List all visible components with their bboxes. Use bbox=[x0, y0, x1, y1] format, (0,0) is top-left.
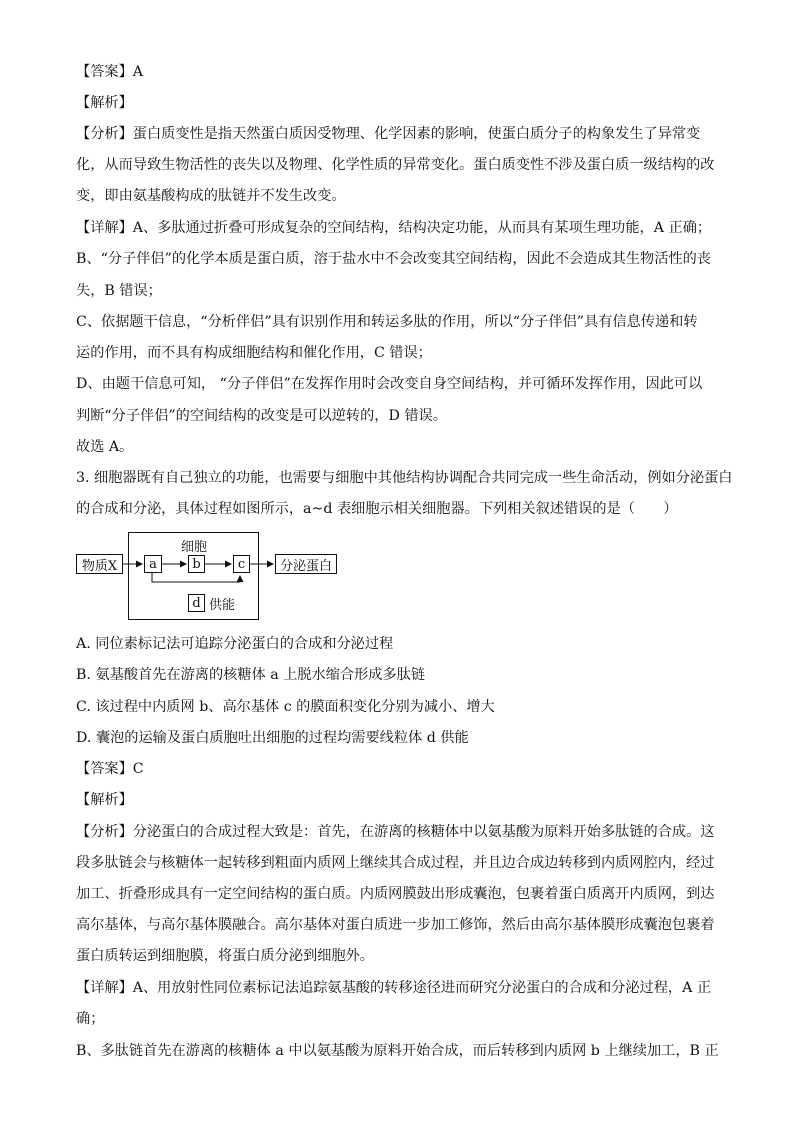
analysis-text-line: 【分析】分泌蛋白的合成过程大致是：首先，在游离的核糖体中以氨基酸为原料开始多肽链的合成。这 bbox=[76, 824, 715, 840]
detail-text-line: B、多肽链首先在游离的核糖体 a 中以氨基酸为原料开始合成，而后转移到内质网 b 上继续加工，B 正 bbox=[76, 1043, 719, 1059]
detail-text-line: 失，B 错误； bbox=[76, 283, 162, 299]
detail-text-line: C、依据题干信息，“分析伴侣”具有识别作用和转运多肽的作用，所以“分子伴侣”具有信息传递和转 bbox=[76, 314, 698, 330]
detail-text-line: 运的作用，而不具有构成细胞结构和催化作用，C 错误； bbox=[76, 345, 432, 361]
analysis-text-line: 段多肽链会与核糖体一起转移到粗面内质网上继续其合成过程，并且边合成边转移到内质网腔内，经过 bbox=[76, 855, 715, 871]
secretion-diagram bbox=[76, 532, 376, 628]
energy-label: 供能 bbox=[209, 598, 236, 613]
option-d: D. 囊泡的运输及蛋白质胞吐出细胞的过程均需要线粒体 d 供能 bbox=[76, 730, 469, 746]
analysis-text-line: 蛋白质转运到细胞膜，将蛋白质分泌到细胞外。 bbox=[76, 948, 374, 964]
answer-label: 【答案】A bbox=[76, 64, 143, 80]
arrow-a-to-c-bypass bbox=[152, 573, 240, 582]
organelle-b-box: b bbox=[188, 555, 205, 573]
conclusion-line: 故选 A。 bbox=[76, 439, 134, 455]
cell-label: 细胞 bbox=[181, 540, 208, 555]
detail-text-line: D、由题干信息可知， “分子伴侣”在发挥作用时会改变自身空间结构，并可循环发挥作用，因此可以 bbox=[76, 376, 703, 392]
analysis-text-line: 变，即由氨基酸构成的肽链并不发生改变。 bbox=[76, 188, 346, 204]
analysis-heading: 【解析】 bbox=[76, 792, 133, 808]
secreted-protein-box: 分泌蛋白 bbox=[275, 554, 337, 574]
diagram-arrows bbox=[76, 532, 376, 628]
question-text-line: 3. 细胞器既有自己独立的功能，也需要与细胞中其他结构协调配合共同完成一些生命活动，例如分泌蛋白 bbox=[76, 470, 733, 486]
analysis-text-line: 高尔基体，与高尔基体膜融合。高尔基体对蛋白质进一步加工修饰，然后由高尔基体膜形成囊泡包裹着 bbox=[76, 917, 715, 933]
analysis-text-line: 化，从而导致生物活性的丧失以及物理、化学性质的异常变化。蛋白质变性不涉及蛋白质一级结构的改 bbox=[76, 157, 715, 173]
organelle-c-box: c bbox=[233, 555, 250, 573]
substance-x-box: 物质X bbox=[76, 554, 123, 574]
analysis-text-line: 加工、折叠形成具有一定空间结构的蛋白质。内质网膜鼓出形成囊泡，包裹着蛋白质离开内质网，到达 bbox=[76, 886, 715, 902]
analysis-text-line: 【分析】蛋白质变性是指天然蛋白质因受物理、化学因素的影响，使蛋白质分子的构象发生了异常变 bbox=[76, 126, 701, 142]
option-a: A. 同位素标记法可追踪分泌蛋白的合成和分泌过程 bbox=[76, 636, 394, 652]
answer-label: 【答案】C bbox=[76, 761, 144, 777]
detail-text-line: 确； bbox=[76, 1011, 105, 1027]
option-b: B. 氨基酸首先在游离的核糖体 a 上脱水缩合形成多肽链 bbox=[76, 667, 426, 683]
detail-text-line: B、“分子伴侣”的化学本质是蛋白质，溶于盐水中不会改变其空间结构，因此不会造成其生物活性的丧 bbox=[76, 251, 711, 267]
option-c: C. 该过程中内质网 b、高尔基体 c 的膜面积变化分别为减小、增大 bbox=[76, 699, 495, 715]
detail-text-line: 【详解】A、多肽通过折叠可形成复杂的空间结构，结构决定功能，从而具有某项生理功能，A 正确； bbox=[76, 220, 712, 236]
question-text-line: 的合成和分泌，具体过程如图所示，a~d 表细胞示相关细胞器。下列相关叙述错误的是（ ） bbox=[76, 501, 678, 517]
analysis-heading: 【解析】 bbox=[76, 95, 133, 111]
organelle-a-box: a bbox=[144, 555, 162, 573]
organelle-d-box: d bbox=[188, 594, 205, 612]
detail-text-line: 【详解】A、用放射性同位素标记法追踪氨基酸的转移途径进而研究分泌蛋白的合成和分泌过程，A 正 bbox=[76, 980, 712, 996]
detail-text-line: 判断“分子伴侣”的空间结构的改变是可以逆转的，D 错误。 bbox=[76, 408, 447, 424]
